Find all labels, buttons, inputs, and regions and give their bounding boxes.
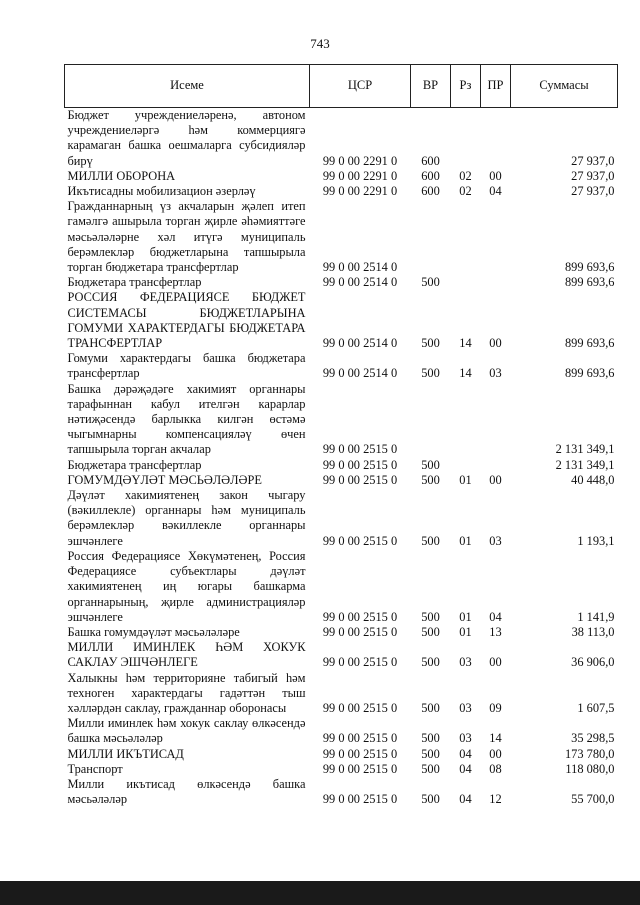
cell-vr: 500	[421, 336, 440, 351]
cell-rz: 04	[459, 746, 472, 761]
cell-sum: 38 113,0	[571, 624, 615, 639]
table-row	[65, 275, 618, 290]
cell-rz: 14	[459, 336, 472, 351]
cell-csr: 99 0 00 2291 0	[322, 168, 398, 183]
cell-vr: 600	[421, 184, 440, 199]
cell-rz: 02	[459, 184, 472, 199]
cell-name: Россия Федерациясе Хөкүмәтенең, Россия Федерациясе субъектлары дәүләт хакимиятенең иң югары башкарма органнарының, җирле администрацияләр эшчәнлеге	[67, 548, 306, 624]
cell-vr: 500	[421, 761, 440, 776]
cell-sum: 40 448,0	[571, 472, 615, 487]
table-row	[65, 290, 618, 351]
table-row	[65, 488, 618, 549]
cell-sum: 899 693,6	[564, 336, 615, 351]
cell-pr: 03	[489, 366, 502, 381]
table-row	[65, 716, 618, 746]
cell-name: МИЛЛИ ОБОРОНА	[67, 168, 176, 183]
cell-rz: 01	[459, 533, 472, 548]
cell-csr: 99 0 00 2515 0	[322, 700, 398, 715]
table-row	[65, 351, 618, 381]
cell-vr: 600	[421, 168, 440, 183]
table-row	[65, 473, 618, 488]
cell-rz	[451, 199, 481, 275]
cell-sum: 118 080,0	[565, 761, 615, 776]
header-sum: Суммасы	[511, 65, 618, 108]
header-rz: Рз	[451, 65, 481, 108]
cell-name: РОССИЯ ФЕДЕРАЦИЯСЕ БЮДЖЕТ СИСТЕМАСЫ БЮДЖЕТЛАРЫНА ГОМУМИ ХАРАКТЕРДАГЫ БЮДЖЕТАРА ТРАНСФЕРТЛАР	[67, 290, 306, 351]
cell-sum: 27 937,0	[571, 184, 615, 199]
table-row	[65, 625, 618, 640]
page-number: 743	[310, 36, 330, 51]
cell-csr: 99 0 00 2515 0	[322, 792, 398, 807]
cell-pr: 04	[489, 184, 502, 199]
header-csr: ЦСР	[310, 65, 411, 108]
cell-sum: 173 780,0	[564, 746, 615, 761]
cell-csr: 99 0 00 2514 0	[322, 366, 398, 381]
cell-pr: 09	[489, 700, 502, 715]
cell-vr: 500	[421, 655, 440, 670]
cell-name: МИЛЛИ ИКЪТИСАД	[67, 746, 184, 761]
cell-rz	[451, 275, 481, 290]
cell-csr: 99 0 00 2291 0	[322, 184, 398, 199]
cell-name: Милли икътисад өлкәсендә башка мәсьәләләр	[67, 776, 306, 807]
cell-pr: 13	[489, 624, 502, 639]
cell-name: Халыкны һәм территорияне табигый һәм техноген характердагы гадәттән тыш хәлләрдән саклау, гражданнар оборонасы	[67, 670, 306, 715]
cell-vr: 500	[421, 792, 440, 807]
cell-pr	[481, 382, 511, 458]
cell-rz: 03	[459, 655, 472, 670]
cell-csr: 99 0 00 2514 0	[322, 336, 398, 351]
table-row	[65, 458, 618, 473]
header-pr: ПР	[481, 65, 511, 108]
cell-csr: 99 0 00 2515 0	[322, 442, 398, 457]
table-row	[65, 671, 618, 717]
cell-rz	[451, 382, 481, 458]
cell-pr: 04	[489, 609, 502, 624]
table-row	[65, 549, 618, 625]
cell-vr: 500	[421, 275, 440, 290]
cell-pr: 08	[489, 761, 502, 776]
cell-vr: 500	[421, 624, 440, 639]
cell-vr	[411, 382, 451, 458]
cell-pr: 00	[489, 168, 502, 183]
table-row	[65, 762, 618, 777]
cell-rz	[451, 458, 481, 473]
cell-vr: 500	[421, 533, 440, 548]
cell-sum: 35 298,5	[571, 731, 615, 746]
cell-csr: 99 0 00 2514 0	[322, 260, 398, 275]
cell-name: Башка дәрәҗәдәге хакимият органнары тарафыннан кабул ителгән карарлар нәтиҗәсендә барлыкка килгән өстәмә чыгымнарны компенсацияләү өчен тапшырыла торган акчалар	[67, 381, 306, 457]
cell-sum: 1 607,5	[577, 700, 615, 715]
header-name: Исеме	[65, 65, 310, 108]
cell-rz: 01	[459, 624, 472, 639]
cell-sum: 1 193,1	[577, 533, 615, 548]
cell-sum: 27 937,0	[571, 168, 615, 183]
cell-rz: 14	[459, 366, 472, 381]
cell-name: Милли иминлек һәм хокук саклау өлкәсендә башка мәсьәләләр	[67, 716, 306, 746]
cell-csr: 99 0 00 2515 0	[322, 457, 398, 472]
cell-vr	[411, 199, 451, 275]
cell-name: Бюджетара трансфертлар	[67, 457, 202, 472]
table-row	[65, 777, 618, 807]
table-row	[65, 184, 618, 199]
cell-sum: 1 141,9	[577, 609, 615, 624]
budget-table	[64, 64, 618, 807]
cell-pr: 00	[489, 746, 502, 761]
cell-pr	[481, 275, 511, 290]
cell-rz: 01	[459, 609, 472, 624]
cell-vr: 500	[421, 457, 440, 472]
cell-name: Башка гомумдәүләт мәсьәләләре	[67, 624, 240, 639]
header-vr: ВР	[411, 65, 451, 108]
table-header	[65, 65, 618, 108]
cell-vr: 500	[421, 731, 440, 746]
cell-sum: 899 693,6	[564, 260, 615, 275]
cell-pr: 03	[489, 533, 502, 548]
cell-sum: 27 937,0	[571, 153, 615, 168]
scan-bottom-border	[0, 881, 640, 905]
cell-pr: 12	[489, 792, 502, 807]
cell-pr	[481, 458, 511, 473]
cell-sum: 899 693,6	[564, 366, 615, 381]
cell-name: Гомуми характердагы башка бюджетара трансфертлар	[67, 351, 306, 381]
cell-csr: 99 0 00 2515 0	[322, 761, 398, 776]
cell-name: Гражданнарның үз акчаларын җәлеп итеп гамәлгә ашырыла торган җирле әһәмияттәге мәсьәләләрне хәл итүгә муниципаль берәмлекләр бюджетларына тапшырыла торган бюджетара трансфертлар	[67, 199, 306, 275]
cell-pr: 00	[489, 336, 502, 351]
table-row	[65, 382, 618, 458]
cell-csr: 99 0 00 2515 0	[322, 655, 398, 670]
cell-rz: 01	[459, 472, 472, 487]
cell-csr: 99 0 00 2515 0	[322, 731, 398, 746]
table-row	[65, 169, 618, 184]
cell-sum: 55 700,0	[571, 792, 615, 807]
cell-csr: 99 0 00 2515 0	[322, 533, 398, 548]
cell-pr: 00	[489, 655, 502, 670]
cell-pr	[481, 199, 511, 275]
cell-sum: 899 693,6	[564, 275, 615, 290]
cell-name: Бюджет учреждениеләренә, автоном учреждениеләргә һәм коммерциягә карамаган башка оешмаларга субсидияләр бирү	[67, 108, 306, 168]
cell-pr	[481, 108, 511, 169]
cell-vr: 600	[421, 153, 440, 168]
cell-name: Дәүләт хакимиятенең закон чыгару (вәкиллекле) органнары һәм муниципаль берәмлекләр вәкиллекле органнары эшчәнлеге	[67, 488, 306, 548]
table-row	[65, 108, 618, 169]
cell-rz: 03	[459, 731, 472, 746]
cell-name: Икътисадны мобилизацион әзерләү	[67, 184, 256, 199]
cell-csr: 99 0 00 2515 0	[322, 609, 398, 624]
cell-name: Транспорт	[67, 761, 123, 776]
cell-name: ГОМУМДӘҮЛӘТ МӘСЬӘЛӘЛӘРЕ	[67, 472, 262, 487]
cell-vr: 500	[421, 366, 440, 381]
cell-csr: 99 0 00 2514 0	[322, 275, 398, 290]
table-row	[65, 640, 618, 670]
cell-csr: 99 0 00 2515 0	[322, 624, 398, 639]
cell-rz	[451, 108, 481, 169]
cell-sum: 36 906,0	[571, 655, 615, 670]
cell-vr: 500	[421, 609, 440, 624]
cell-rz: 04	[459, 761, 472, 776]
table-row	[65, 747, 618, 762]
cell-rz: 04	[459, 792, 472, 807]
cell-vr: 500	[421, 746, 440, 761]
cell-pr: 14	[489, 731, 502, 746]
cell-name: МИЛЛИ ИМИНЛЕК ҺӘМ ХОКУК САКЛАУ ЭШЧӘНЛЕГЕ	[67, 640, 306, 670]
cell-vr: 500	[421, 472, 440, 487]
cell-sum: 2 131 349,1	[555, 442, 615, 457]
cell-pr: 00	[489, 472, 502, 487]
cell-name: Бюджетара трансфертлар	[67, 275, 202, 290]
cell-sum: 2 131 349,1	[555, 457, 615, 472]
table-row	[65, 199, 618, 275]
table-body	[65, 108, 618, 808]
cell-csr: 99 0 00 2515 0	[322, 746, 398, 761]
cell-rz: 02	[459, 168, 472, 183]
cell-vr: 500	[421, 700, 440, 715]
cell-rz: 03	[459, 700, 472, 715]
cell-csr: 99 0 00 2515 0	[322, 472, 398, 487]
cell-csr: 99 0 00 2291 0	[322, 153, 398, 168]
